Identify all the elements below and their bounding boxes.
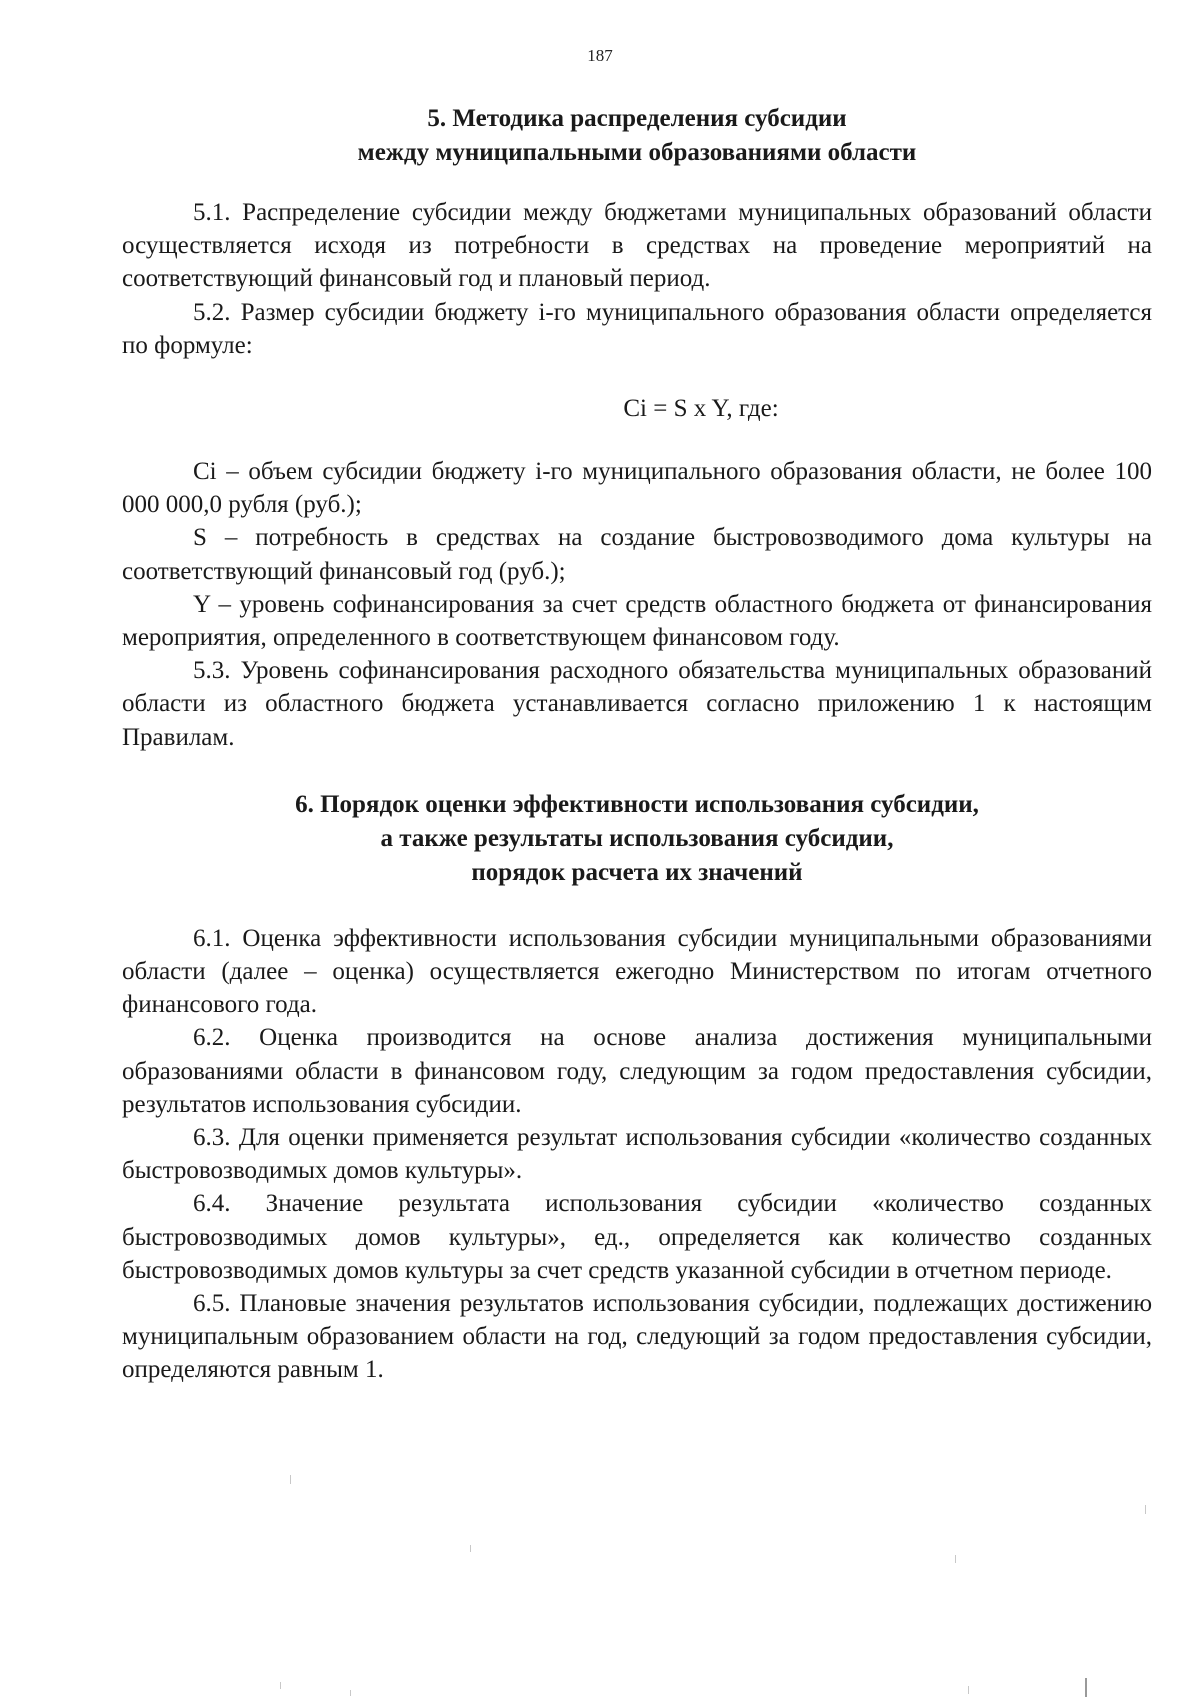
scan-artifact (955, 1555, 956, 1563)
section-5-heading-line-2: между муниципальными образованиями области (357, 139, 917, 166)
scan-artifact (968, 1686, 969, 1694)
definition-s: S – потребность в средствах на создание быстровозводимого дома культуры на соответствующий финансовый год (руб.); (122, 524, 1152, 585)
paragraph-6-2: 6.2. Оценка производится на основе анализа достижения муниципальными образованиями области в финансовом году, следующим за годом предоставления субсидии, результатов использования субсидии. (122, 1024, 1152, 1118)
section-6-heading-line-2: а также результаты использования субсидии, (380, 824, 894, 852)
scan-artifact (1145, 1505, 1146, 1514)
scan-artifact (280, 1682, 281, 1689)
scan-artifact (1085, 1678, 1087, 1697)
paragraph-6-3: 6.3. Для оценки применяется результат использования субсидии «количество созданных быстровозводимых домов культуры». (122, 1124, 1152, 1185)
paragraph-6-4: 6.4. Значение результата использования субсидии «количество созданных быстровозводимых домов культуры», ед., определяется как количество созданных быстровозводимых домов культуры за счет средств указанной субсидии в отчетном периоде. (122, 1190, 1152, 1284)
paragraph-6-5: 6.5. Плановые значения результатов использования субсидии, подлежащих достижению муниципальным образованием области на год, следующий за годом предоставления субсидии, определяются равным 1. (122, 1290, 1152, 1384)
paragraph-5-2: 5.2. Размер субсидии бюджету i-го муниципального образования области определяется по формуле: (122, 298, 1152, 359)
section-6-heading (122, 788, 1152, 890)
section-5-heading (122, 102, 1152, 170)
paragraph-6-1: 6.1. Оценка эффективности использования субсидии муниципальными образованиями области (далее – оценка) осуществляется ежегодно Министерством по итогам отчетного финансового года. (122, 924, 1152, 1019)
section-5-heading-line-1: 5. Методика распределения субсидии (427, 105, 847, 132)
document-body (122, 102, 1152, 1387)
formula: Ci = S x Y, где: (623, 395, 779, 423)
definition-ci: Ci – объем субсидии бюджету i-го муниципального образования области, не более 100 000 000,0 рубля (руб.); (122, 458, 1152, 519)
section-6-heading-line-3: порядок расчета их значений (471, 858, 803, 886)
paragraph-5-1: 5.1. Распределение субсидии между бюджетами муниципальных образований области осуществляется исходя из потребности в средствах на проведение мероприятий на соответствующий финансовый год и плановый период. (122, 199, 1152, 293)
scan-artifact (350, 1690, 351, 1696)
page-number: 187 (587, 46, 613, 65)
section-6-heading-line-1: 6. Порядок оценки эффективности использования субсидии, (295, 790, 979, 818)
scan-artifact (470, 1545, 471, 1552)
paragraph-5-3: 5.3. Уровень софинансирования расходного обязательства муниципальных образований области из областного бюджета устанавливается согласно приложению 1 к настоящим Правилам. (122, 657, 1152, 751)
scan-artifact (290, 1475, 291, 1484)
definition-y: Y – уровень софинансирования за счет средств областного бюджета от финансирования мероприятия, определенного в соответствующем финансовом году. (122, 590, 1152, 652)
